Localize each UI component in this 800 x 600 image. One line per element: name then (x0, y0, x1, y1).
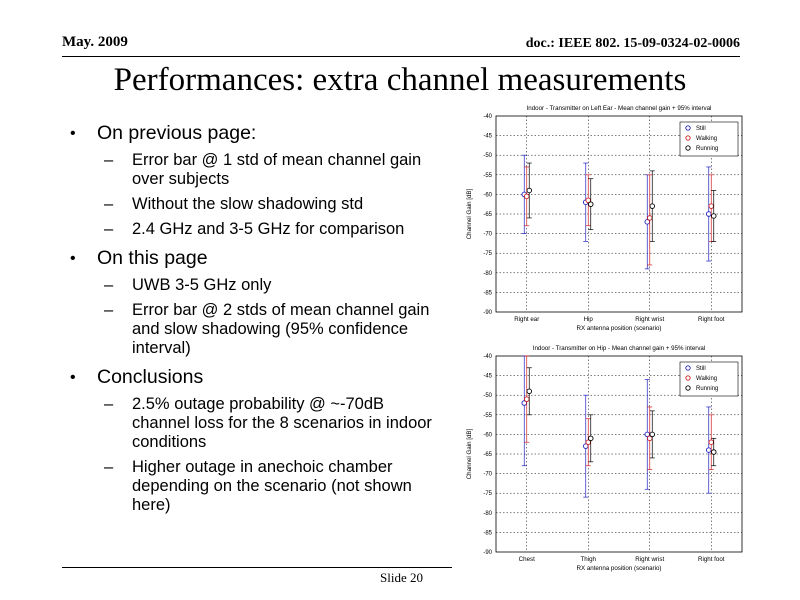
sub-bullet-text: Error bar @ 2 stds of mean channel gain and slow shadowing (95% confidence interval) (132, 301, 430, 357)
bullet-item (66, 247, 456, 270)
data-point (588, 202, 593, 207)
legend-label: Running (696, 146, 719, 152)
y-axis-label: Channel Gain [dB] (466, 428, 473, 480)
sub-bullet-item (66, 220, 456, 239)
bullet-dot-icon: • (70, 125, 76, 142)
data-point (706, 448, 711, 453)
data-point (709, 440, 714, 445)
y-tick-label: -60 (483, 432, 492, 439)
dash-icon: – (104, 395, 114, 413)
header-divider (62, 56, 740, 57)
sub-bullet-text: UWB 3-5 GHz only (132, 276, 272, 294)
legend-label: Still (696, 366, 706, 372)
legend-marker (686, 386, 690, 390)
y-tick-label: -55 (483, 412, 492, 419)
y-tick-label: -85 (483, 290, 492, 297)
y-tick-label: -80 (483, 270, 492, 277)
y-tick-label: -90 (483, 550, 492, 556)
y-tick-label: -80 (483, 510, 492, 517)
header-date: May. 2009 (62, 34, 128, 50)
slide-title: Performances: extra channel measurements (113, 62, 687, 98)
data-point (524, 194, 529, 199)
chart-hip-svg (462, 342, 746, 578)
x-tick-label: Right wrist (635, 556, 665, 563)
dash-icon: – (104, 276, 114, 294)
x-tick-label: Chest (518, 556, 535, 563)
bullet-text: Conclusions (97, 366, 204, 388)
y-tick-label: -90 (483, 310, 492, 316)
bullet-text: On previous page: (97, 122, 257, 144)
dash-icon: – (104, 195, 114, 213)
chart-left-ear-svg (462, 102, 746, 338)
legend-label: Still (696, 126, 706, 132)
data-point (527, 188, 532, 193)
legend-label: Walking (696, 136, 718, 142)
x-tick-label: Right ear (514, 316, 540, 323)
chart-hip (462, 342, 746, 578)
bullet-text: On this page (97, 247, 208, 269)
y-tick-label: -65 (483, 452, 492, 458)
y-tick-label: -40 (483, 114, 492, 120)
y-tick-label: -55 (483, 172, 492, 179)
bullet-item (66, 366, 456, 389)
slide-number: Slide 20 (380, 570, 423, 585)
dash-icon: – (104, 301, 114, 319)
sub-bullet-text: 2.5% outage probability @ ~-70dB channel loss for the 8 scenarios in indoor conditions (132, 395, 432, 451)
sub-bullet-item (66, 301, 456, 358)
y-tick-label: -75 (483, 491, 492, 498)
data-point (650, 432, 655, 437)
bullet-item (66, 122, 456, 145)
y-tick-label: -70 (483, 231, 492, 238)
data-point (709, 204, 714, 209)
x-tick-label: Right foot (698, 556, 725, 563)
sub-bullet-text: Higher outage in anechoic chamber depending on the scenario (not shown here) (132, 458, 412, 514)
sub-bullet-text: Without the slow shadowing std (132, 195, 364, 213)
data-point (647, 216, 652, 221)
y-tick-label: -65 (483, 212, 492, 218)
chart-left-ear (462, 102, 746, 338)
y-tick-label: -60 (483, 192, 492, 199)
dash-icon: – (104, 151, 114, 169)
sub-bullet-item (66, 395, 456, 452)
data-point (588, 436, 593, 441)
data-point (524, 397, 529, 402)
footer-divider (62, 567, 452, 568)
bullet-dot-icon: • (70, 250, 76, 267)
chart-title: Indoor - Transmitter on Left Ear - Mean channel gain + 95% interval (526, 105, 712, 112)
y-tick-label: -45 (483, 373, 492, 380)
x-tick-label: Right foot (698, 316, 725, 323)
y-tick-label: -50 (483, 153, 492, 160)
data-point (711, 214, 716, 219)
y-tick-label: -40 (483, 354, 492, 360)
sub-bullet-item (66, 276, 456, 295)
x-tick-label: Thigh (580, 556, 596, 563)
x-axis-label: RX antenna position (scenario) (576, 325, 662, 332)
sub-bullet-item (66, 151, 456, 189)
legend-marker (686, 126, 690, 130)
data-point (706, 212, 711, 217)
x-tick-label: Right wrist (635, 316, 665, 323)
y-axis-label: Channel Gain [dB] (466, 188, 473, 240)
bullet-dot-icon: • (70, 369, 76, 386)
data-point (650, 204, 655, 209)
y-tick-label: -85 (483, 530, 492, 537)
dash-icon: – (104, 220, 114, 238)
legend-marker (686, 136, 690, 140)
sub-bullet-text: 2.4 GHz and 3-5 GHz for comparison (132, 220, 405, 238)
sub-bullet-item (66, 195, 456, 214)
y-tick-label: -45 (483, 133, 492, 140)
y-tick-label: -75 (483, 251, 492, 258)
x-axis-label: RX antenna position (scenario) (576, 565, 662, 572)
chart-title: Indoor - Transmitter on Hip - Mean channel gain + 95% interval (532, 345, 706, 352)
data-point (527, 389, 532, 394)
legend-label: Walking (696, 376, 718, 382)
bullet-list (66, 118, 456, 515)
header-doc-id: doc.: IEEE 802. 15-09-0324-02-0006 (525, 36, 740, 51)
data-point (711, 450, 716, 455)
dash-icon: – (104, 458, 114, 476)
sub-bullet-text: Error bar @ 1 std of mean channel gain over subjects (132, 151, 422, 188)
sub-bullet-item (66, 458, 456, 515)
legend-label: Running (696, 386, 719, 392)
legend-marker (686, 376, 690, 380)
legend-marker (686, 366, 690, 370)
y-tick-label: -70 (483, 471, 492, 478)
x-tick-label: Hip (583, 316, 593, 323)
legend-marker (686, 146, 690, 150)
y-tick-label: -50 (483, 393, 492, 400)
